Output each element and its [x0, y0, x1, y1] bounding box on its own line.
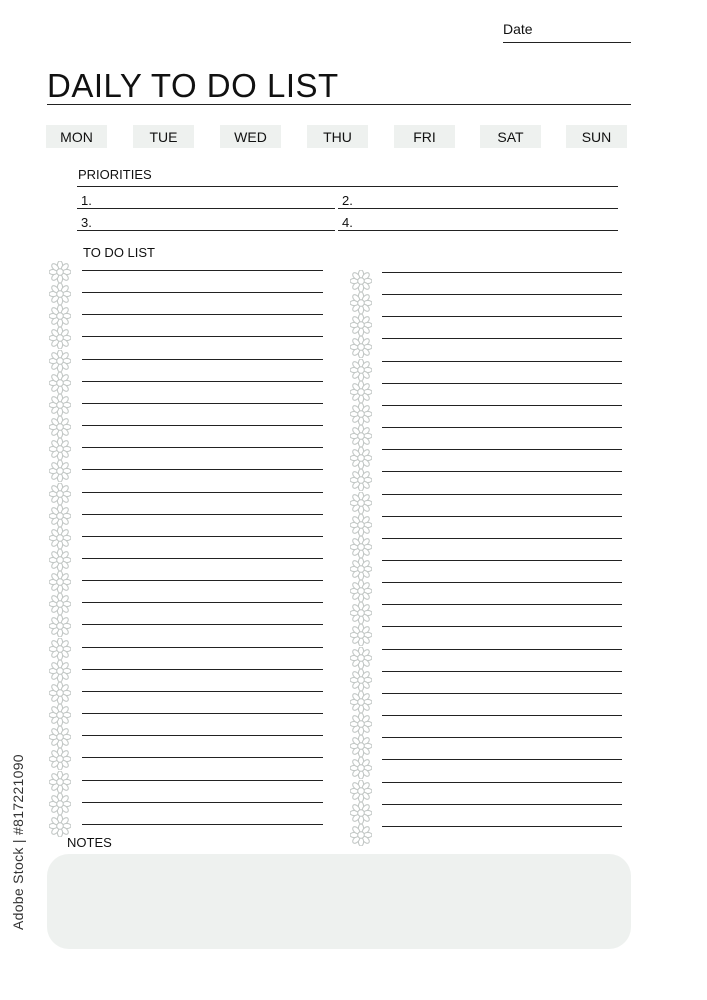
day-wed[interactable]: WED [220, 125, 281, 148]
todo-line[interactable] [82, 602, 323, 603]
flower-bullet-icon [49, 416, 71, 438]
todo-line[interactable] [82, 624, 323, 625]
todo-line[interactable] [82, 669, 323, 670]
flower-bullet-icon [350, 403, 372, 425]
flower-bullet-icon [350, 425, 372, 447]
notes-box[interactable] [47, 854, 631, 949]
day-thu[interactable]: THU [307, 125, 368, 148]
flower-bullet-icon [49, 394, 71, 416]
todo-line[interactable] [82, 403, 323, 404]
todo-line[interactable] [82, 292, 323, 293]
priority-number-4: 4. [342, 215, 353, 230]
todo-line[interactable] [382, 649, 622, 650]
stock-watermark-text: Adobe Stock | #817221090 [10, 754, 26, 930]
flower-bullet-icon [350, 270, 372, 292]
flower-bullet-icon [350, 558, 372, 580]
todo-line[interactable] [82, 580, 323, 581]
flower-bullet-icon [350, 757, 372, 779]
todo-list-label: TO DO LIST [83, 245, 155, 260]
flower-bullet-icon [350, 802, 372, 824]
flower-bullet-icon [49, 283, 71, 305]
todo-line[interactable] [382, 316, 622, 317]
flower-bullet-icon [49, 815, 71, 837]
flower-bullet-icon [350, 536, 372, 558]
flower-bullet-icon [350, 381, 372, 403]
priority-line-2[interactable] [338, 208, 618, 209]
flower-bullet-icon [49, 771, 71, 793]
flower-bullet-icon [49, 350, 71, 372]
flower-bullet-icon [350, 647, 372, 669]
flower-bullet-icon [350, 314, 372, 336]
flower-bullet-icon [350, 824, 372, 846]
stock-id: #817221090 [10, 754, 26, 835]
todo-line[interactable] [82, 802, 323, 803]
todo-line[interactable] [82, 359, 323, 360]
todo-line[interactable] [382, 715, 622, 716]
flower-bullet-icon [49, 682, 71, 704]
todo-line[interactable] [382, 471, 622, 472]
day-mon[interactable]: MON [46, 125, 107, 148]
todo-line[interactable] [382, 604, 622, 605]
todo-line[interactable] [82, 469, 323, 470]
todo-line[interactable] [382, 671, 622, 672]
flower-bullet-icon [49, 505, 71, 527]
flower-bullet-icon [350, 292, 372, 314]
flower-bullet-icon [49, 460, 71, 482]
flower-bullet-icon [49, 593, 71, 615]
day-sun[interactable]: SUN [566, 125, 627, 148]
day-fri[interactable]: FRI [394, 125, 455, 148]
todo-line[interactable] [382, 759, 622, 760]
priority-number-2: 2. [342, 193, 353, 208]
priority-number-3: 3. [81, 215, 92, 230]
date-label: Date [503, 21, 533, 37]
flower-bullet-icon [350, 780, 372, 802]
day-sat[interactable]: SAT [480, 125, 541, 148]
todo-line[interactable] [382, 737, 622, 738]
todo-line[interactable] [82, 425, 323, 426]
flower-bullet-icon [49, 327, 71, 349]
flower-bullet-icon [350, 580, 372, 602]
todo-line[interactable] [82, 780, 323, 781]
flower-bullet-icon [49, 549, 71, 571]
todo-line[interactable] [82, 381, 323, 382]
flower-bullet-icon [49, 261, 71, 283]
todo-line[interactable] [82, 514, 323, 515]
flower-bullet-icon [350, 359, 372, 381]
flower-bullet-icon [49, 571, 71, 593]
todo-line[interactable] [82, 647, 323, 648]
todo-line[interactable] [82, 691, 323, 692]
todo-line[interactable] [82, 336, 323, 337]
todo-line[interactable] [382, 338, 622, 339]
flower-bullet-icon [350, 669, 372, 691]
stock-brand: Adobe Stock [10, 847, 26, 930]
flower-bullet-icon [350, 735, 372, 757]
date-field-line[interactable] [503, 42, 631, 43]
flower-bullet-icon [49, 660, 71, 682]
todo-line[interactable] [382, 383, 622, 384]
todo-line[interactable] [82, 536, 323, 537]
flower-bullet-icon [49, 527, 71, 549]
todo-line[interactable] [382, 582, 622, 583]
flower-bullet-icon [49, 793, 71, 815]
flower-bullet-icon [350, 624, 372, 646]
flower-bullet-icon [350, 492, 372, 514]
notes-label: NOTES [67, 835, 112, 850]
flower-bullet-icon [49, 372, 71, 394]
priority-line-1[interactable] [77, 208, 335, 209]
flower-bullet-icon [350, 602, 372, 624]
flower-bullet-icon [49, 438, 71, 460]
flower-bullet-icon [49, 638, 71, 660]
todo-line[interactable] [382, 449, 622, 450]
flower-bullet-icon [350, 336, 372, 358]
flower-bullet-icon [350, 713, 372, 735]
priority-number-1: 1. [81, 193, 92, 208]
todo-line[interactable] [382, 272, 622, 273]
todo-line[interactable] [382, 826, 622, 827]
todo-line[interactable] [82, 713, 323, 714]
todo-line[interactable] [382, 538, 622, 539]
todo-line[interactable] [382, 804, 622, 805]
todo-line[interactable] [382, 560, 622, 561]
title-divider [47, 104, 631, 105]
todo-line[interactable] [382, 294, 622, 295]
priorities-rule [77, 186, 618, 187]
todo-line[interactable] [82, 558, 323, 559]
priority-line-3[interactable] [77, 230, 335, 231]
flower-bullet-icon [49, 615, 71, 637]
day-tue[interactable]: TUE [133, 125, 194, 148]
todo-line[interactable] [382, 405, 622, 406]
flower-bullet-icon [49, 704, 71, 726]
todo-line[interactable] [382, 626, 622, 627]
todo-line[interactable] [382, 361, 622, 362]
todo-line[interactable] [82, 757, 323, 758]
flower-bullet-icon [350, 447, 372, 469]
todo-line[interactable] [82, 314, 323, 315]
todo-line[interactable] [82, 492, 323, 493]
todo-line[interactable] [82, 824, 323, 825]
flower-bullet-icon [350, 514, 372, 536]
flower-bullet-icon [350, 691, 372, 713]
priorities-label: PRIORITIES [78, 167, 152, 182]
todo-line[interactable] [382, 516, 622, 517]
todo-line[interactable] [382, 427, 622, 428]
todo-line[interactable] [382, 693, 622, 694]
flower-bullet-icon [49, 726, 71, 748]
todo-line[interactable] [82, 735, 323, 736]
flower-bullet-icon [49, 748, 71, 770]
page-title: DAILY TO DO LIST [47, 67, 339, 104]
todo-line[interactable] [382, 782, 622, 783]
flower-bullet-icon [49, 483, 71, 505]
todo-line[interactable] [82, 447, 323, 448]
todo-line[interactable] [382, 494, 622, 495]
todo-line[interactable] [82, 270, 323, 271]
flower-bullet-icon [49, 305, 71, 327]
flower-bullet-icon [350, 469, 372, 491]
priority-line-4[interactable] [338, 230, 618, 231]
